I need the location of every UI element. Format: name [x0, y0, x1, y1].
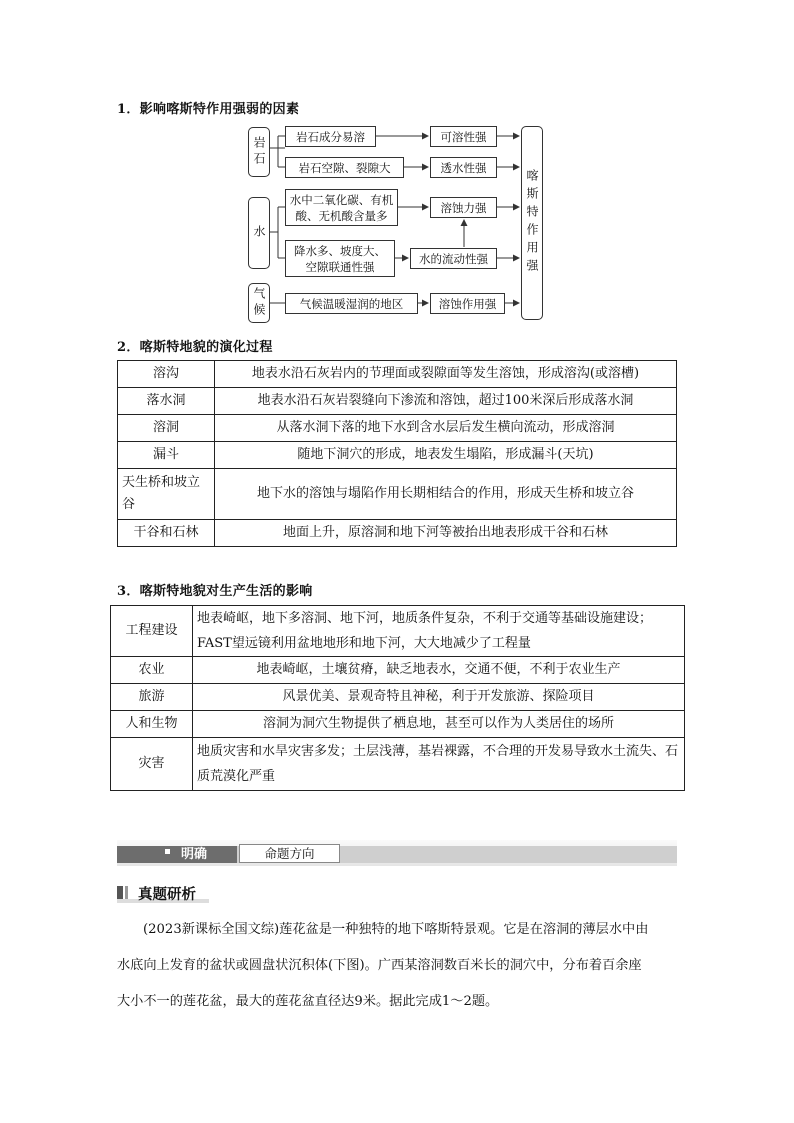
banner-left-block: [117, 846, 237, 863]
section3-heading: 3．喀斯特地貌对生产生活的影响: [117, 584, 313, 599]
question-paragraph-line3: 大小不一的莲花盆，最大的莲花盆直径达9米。据此完成1～2题。: [117, 994, 499, 1009]
box-rock-soluble: 岩石成分易溶: [285, 126, 376, 147]
box-water-chem: 水中二氧化碳、有机酸、无机酸含量多: [285, 189, 398, 226]
question-paragraph-line2: 水底向上发育的盆状或圆盘状沉积体(下图)。广西某溶洞数百米长的洞穴中，分布着百余座: [117, 958, 642, 973]
table-row: 灾害 地质灾害和水旱灾害多发；土层浅薄，基岩裸露，不合理的开发易导致水土流失、石质荒漠化严重: [111, 738, 685, 791]
bullet-icon: [165, 849, 170, 854]
subheading-title: 真题研析: [138, 887, 196, 903]
table-row: 溶洞 从落水洞下落的地下水到含水层后发生横向流动，形成溶洞: [118, 415, 677, 442]
table-row: 落水洞 地表水沿石灰岩裂缝向下渗流和溶蚀，超过100米深后形成落水洞: [118, 388, 677, 415]
impact-table: [110, 605, 685, 791]
box-soluble-strong: 可溶性强: [430, 126, 497, 147]
factor-climate: 气候: [248, 283, 270, 323]
table-row: 溶沟 地表水沿石灰岩内的节理面或裂隙面等发生溶蚀，形成溶沟(或溶槽): [118, 361, 677, 388]
result-karst-strong: 喀斯特作用强: [521, 126, 543, 320]
table-row: 人和生物 溶洞为洞穴生物提供了栖息地，甚至可以作为人类居住的场所: [111, 711, 685, 738]
box-dissolve-strong: 溶蚀作用强: [430, 293, 505, 314]
table-row: 干谷和石林 地面上升，原溶洞和地下河等被抬出地表形成干谷和石林: [118, 520, 677, 547]
banner-left-label: 明确: [181, 847, 208, 862]
box-erosion-strong: 溶蚀力强: [430, 197, 497, 218]
box-climate-warm: 气候温暖湿润的地区: [285, 293, 418, 314]
box-water-rain: 降水多、坡度大、空隙联通性强: [285, 240, 395, 277]
table-row: 天生桥和坡立谷 地下水的溶蚀与塌陷作用长期相结合的作用，形成天生桥和坡立谷: [118, 469, 677, 520]
box-flow-strong: 水的流动性强: [410, 248, 497, 269]
section1-heading: 1．影响喀斯特作用强弱的因素: [117, 102, 300, 117]
factor-water: 水: [248, 197, 270, 269]
table-row: 工程建设 地表崎岖，地下多溶洞、地下河，地质条件复杂，不利于交通等基础设施建设；FAST望远镜利用盆地地形和地下河，大大地减少了工程量: [111, 606, 685, 657]
question-paragraph-line1: (2023新课标全国文综)莲花盆是一种独特的地下喀斯特景观。它是在溶洞的薄层水中由: [143, 922, 649, 937]
banner-right-label: 命题方向: [239, 844, 340, 863]
box-rock-gaps: 岩石空隙、裂隙大: [285, 157, 404, 178]
box-permeable-strong: 透水性强: [430, 157, 497, 178]
evolution-table: [117, 360, 677, 547]
table-row: 农业 地表崎岖，土壤贫瘠，缺乏地表水，交通不便，不利于农业生产: [111, 657, 685, 684]
table-row: 漏斗 随地下洞穴的形成，地表发生塌陷，形成漏斗(天坑): [118, 442, 677, 469]
factor-rock: 岩石: [248, 127, 270, 177]
section-banner: [117, 840, 677, 866]
section2-heading: 2．喀斯特地貌的演化过程: [117, 340, 273, 355]
table-row: 旅游 风景优美、景观奇特且神秘，利于开发旅游、探险项目: [111, 684, 685, 711]
